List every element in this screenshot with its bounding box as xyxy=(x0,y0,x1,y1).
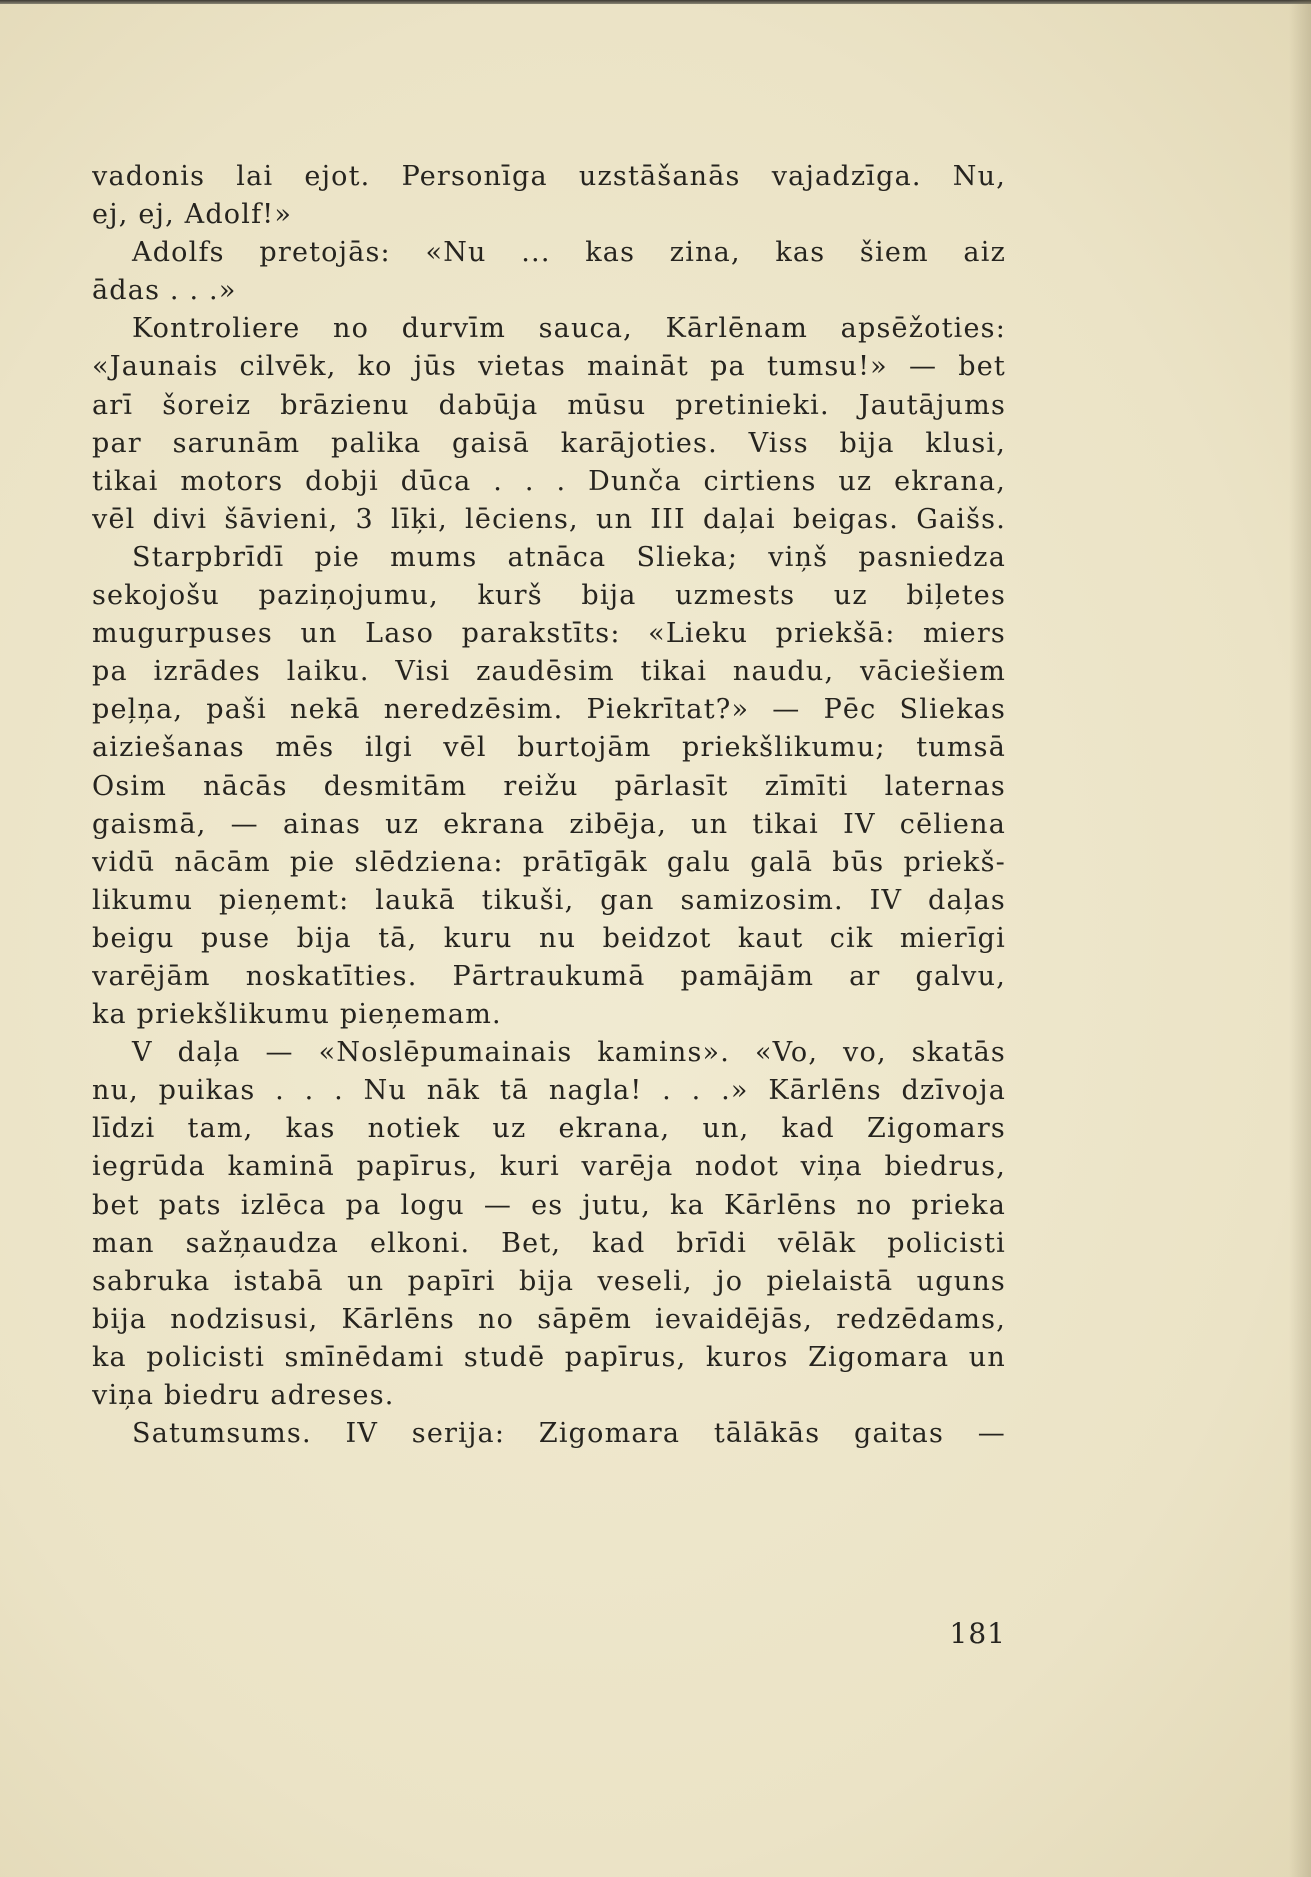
text-line: pa izrādes laiku. Visi zaudēsim tikai naudu, vāciešiem xyxy=(92,656,1006,688)
text-line: Osim nācās desmitām reižu pārlasīt zīmīti laternas xyxy=(92,770,1006,802)
text-line: likumu pieņemt: laukā tikuši, gan samizosim. IV daļas xyxy=(92,884,1006,916)
text-line: gaismā, — ainas uz ekrana zibēja, un tikai IV cēliena xyxy=(92,808,1006,840)
text-line: vēl divi šāvieni, 3 līķi, lēciens, un III daļai beigas. Gaišs. xyxy=(92,503,1006,535)
text-line: Adolfs pretojās: «Nu ... kas zina, kas šiem aiz xyxy=(132,237,1006,269)
top-border xyxy=(0,0,1311,4)
page-number: 181 xyxy=(949,1617,1006,1650)
text-line: Starpbrīdī pie mums atnāca Slieka; viņš pasniedza xyxy=(132,541,1006,573)
text-line: sekojošu paziņojumu, kurš bija uzmests uz biļetes xyxy=(92,580,1006,612)
text-line: nu, puikas . . . Nu nāk tā nagla! . . .» Kārlēns dzīvoja xyxy=(92,1075,1006,1107)
text-line: sabruka istabā un papīri bija veseli, jo pielaistā uguns xyxy=(92,1265,1006,1297)
text-line: viņa biedru adreses. xyxy=(92,1380,395,1411)
text-line: bija nodzisusi, Kārlēns no sāpēm ievaidējās, redzēdams, xyxy=(92,1303,1006,1335)
text-line: vadonis lai ejot. Personīga uzstāšanās vajadzīga. Nu, xyxy=(92,161,1006,192)
text-line: ej, ej, Adolf!» xyxy=(92,199,293,231)
text-line: Satumsums. IV serija: Zigomara tālākās gaitas — xyxy=(132,1418,1006,1450)
text-line: beigu puse bija tā, kuru nu beidzot kaut cik mierīgi xyxy=(92,922,1006,954)
text-line: bet pats izlēca pa logu — es jutu, ka Kārlēns no prieka xyxy=(92,1189,1006,1221)
text-line: peļņa, paši nekā neredzēsim. Piekrītat?» — Pēc Sliekas xyxy=(92,694,1006,726)
text-line: par sarunām palika gaisā karājoties. Viss bija klusi, xyxy=(92,427,1006,459)
text-line: aiziešanas mēs ilgi vēl burtojām priekšlikumu; tumsā xyxy=(92,732,1006,764)
text-line: mugurpuses un Laso parakstīts: «Lieku priekšā: miers xyxy=(92,618,1006,650)
text-line: arī šoreiz brāzienu dabūja mūsu pretinieki. Jautājums xyxy=(92,389,1006,421)
text-line: tikai motors dobji dūca . . . Dunča cirtiens uz ekrana, xyxy=(92,465,1006,497)
text-line: «Jaunais cilvēk, ko jūs vietas maināt pa tumsu!» — bet xyxy=(92,351,1006,383)
page-edge xyxy=(1289,0,1311,1877)
text-line: V daļa — «Noslēpumainais kamins». «Vo, vo, skatās xyxy=(132,1037,1006,1069)
text-line: ka priekšlikumu pieņemam. xyxy=(92,999,502,1031)
text-line: vidū nācām pie slēdziena: prātīgāk galu galā būs priekš- xyxy=(92,846,1006,878)
text-line: iegrūda kaminā papīrus, kuri varēja nodot viņa biedrus, xyxy=(92,1151,1006,1183)
text-line: ka policisti smīnēdami studē papīrus, kuros Zigomara un xyxy=(92,1341,1006,1373)
text-line: Kontroliere no durvīm sauca, Kārlēnam apsēžoties: xyxy=(132,313,1006,345)
text-line: man sažņaudza elkoni. Bet, kad brīdi vēlāk policisti xyxy=(92,1227,1006,1259)
text-line: līdzi tam, kas notiek uz ekrana, un, kad Zigomars xyxy=(92,1113,1006,1145)
text-line: varējām noskatīties. Pārtraukumā pamājām ar galvu, xyxy=(92,960,1006,992)
body-text xyxy=(92,158,1006,1453)
text-line: ādas . . .» xyxy=(92,275,237,307)
